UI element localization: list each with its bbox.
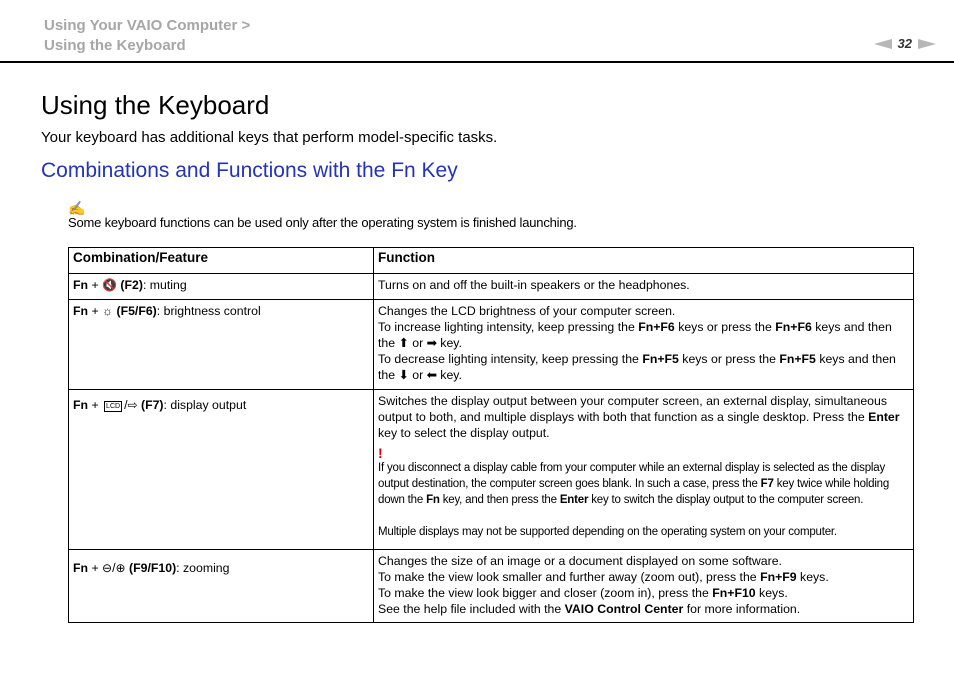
feature-label: : muting (142, 278, 187, 292)
key-label: (F9/F10) (129, 561, 177, 575)
fn-key-label: Fn (73, 561, 89, 575)
function-cell (374, 300, 914, 390)
table-row (69, 550, 914, 623)
combination-cell: Fn + ☼ (F5/F6): brightness control (69, 300, 374, 390)
intro-text: Your keyboard has additional keys that perform model-specific tasks. (41, 129, 498, 146)
feature-label: : brightness control (156, 304, 261, 318)
page-number: 32 (897, 36, 912, 51)
function-line: the ⬆ or ➡ key. (378, 336, 462, 350)
function-line: output to both, and multiple displays with both that function as a single desktop. Press the Enter (378, 410, 900, 424)
function-cell (374, 274, 914, 300)
column-header-combination: Combination/Feature (69, 248, 374, 274)
function-line: To decrease lighting intensity, keep pressing the Fn+F5 keys or press the Fn+F5 keys and then (378, 352, 896, 366)
feature-label: : display output (163, 398, 247, 412)
table-row (69, 274, 914, 300)
function-cell (374, 550, 914, 623)
function-line: the ⬇ or ⬅ key. (378, 368, 462, 382)
note-pencil-icon: ✍ (68, 200, 86, 216)
breadcrumb-current: Using the Keyboard (44, 37, 186, 54)
previous-page-icon[interactable] (874, 39, 892, 49)
function-line: Switches the display output between your computer screen, an external display, simultaneous (378, 394, 888, 408)
table-row (69, 300, 914, 390)
function-line: Changes the LCD brightness of your computer screen. (378, 304, 676, 318)
key-label: (F7) (140, 398, 164, 412)
function-line: See the help file included with the VAIO Control Center for more information. (378, 602, 801, 616)
function-line: Turns on and off the built-in speakers or the headphones. (378, 278, 690, 292)
warning-mark: ! (378, 445, 383, 461)
column-header-function: Function (374, 248, 914, 274)
fn-key-table (68, 247, 914, 623)
zoom-out-icon: ⊖ (102, 561, 113, 575)
next-page-icon[interactable] (918, 39, 936, 49)
combination-cell: Fn + LCD /⇨ (F7): display output (69, 390, 374, 550)
warning-line: Multiple displays may not be supported depending on the operating system on your computer. (378, 526, 837, 538)
key-label: (F2) (120, 278, 143, 292)
function-line: Changes the size of an image or a document displayed on some software. (378, 554, 782, 568)
fn-key-label: Fn (73, 304, 89, 318)
breadcrumb (44, 16, 250, 56)
section-title: Combinations and Functions with the Fn Key (41, 159, 458, 182)
fn-key-label: Fn (73, 398, 89, 412)
page-nav (874, 36, 936, 51)
combination-cell: Fn + 🔇 (F2): muting (69, 274, 374, 300)
display-output-icon: LCD (106, 403, 121, 410)
note-text: Some keyboard functions can be used only after the operating system is finished launching. (68, 215, 577, 230)
breadcrumb-parent: Using Your VAIO Computer > (44, 17, 251, 34)
function-line: To make the view look bigger and closer (zoom in), press the Fn+F10 keys. (378, 586, 788, 600)
warning-line: output destination, the computer screen goes blank. In such a case, press the F7 key twice while holding (378, 478, 890, 490)
warning-line: down the Fn key, and then press the Enter key to switch the display output to the computer screen. (378, 494, 864, 506)
external-display-icon: ⇨ (127, 398, 138, 412)
function-line: To make the view look smaller and further away (zoom out), press the Fn+F9 keys. (378, 570, 829, 584)
function-line: To increase lighting intensity, keep pressing the Fn+F6 keys or press the Fn+F6 keys and then (378, 320, 892, 334)
function-cell (374, 390, 914, 550)
table-row (69, 390, 914, 550)
zoom-in-icon: ⊕ (115, 561, 126, 575)
key-label: (F5/F6) (116, 304, 157, 318)
header-divider (0, 61, 954, 63)
function-line: key to select the display output. (378, 426, 550, 440)
brightness-icon: ☼ (102, 304, 114, 318)
page-title: Using the Keyboard (41, 90, 270, 120)
fn-key-label: Fn (73, 278, 89, 292)
warning-line: If you disconnect a display cable from your computer while an external display is selected as the display (378, 462, 885, 474)
combination-cell: Fn + ⊖/⊕ (F9/F10): zooming (69, 550, 374, 623)
feature-label: : zooming (176, 561, 230, 575)
speaker-mute-icon: 🔇 (102, 278, 117, 292)
table-header-row (69, 248, 914, 274)
